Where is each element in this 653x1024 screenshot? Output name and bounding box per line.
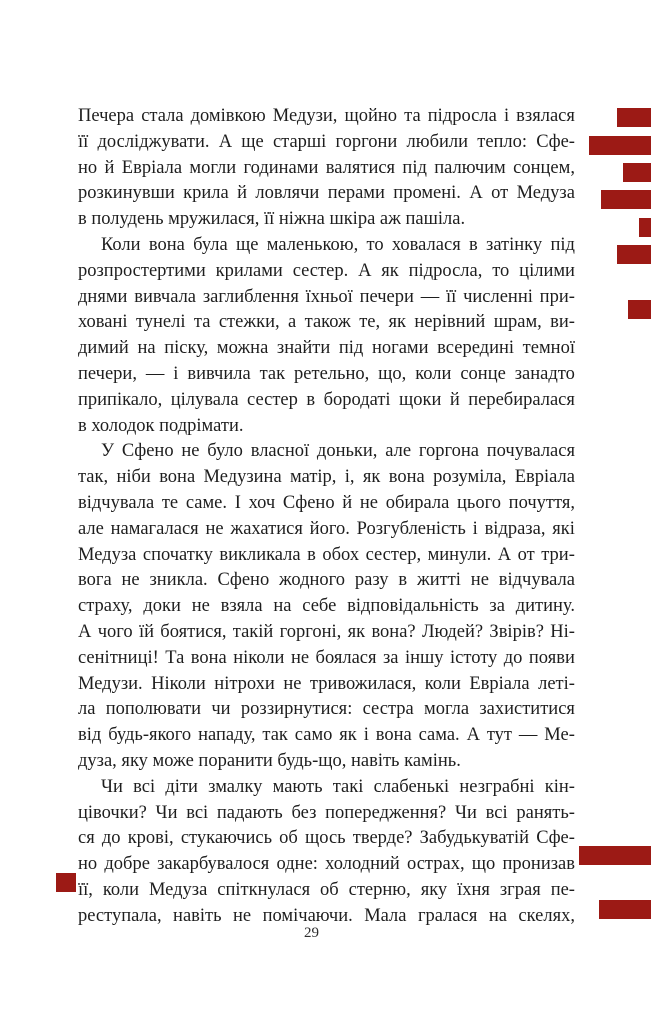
paragraph bbox=[78, 439, 575, 774]
red-margin-mark bbox=[599, 900, 651, 919]
red-margin-mark bbox=[579, 846, 651, 865]
red-margin-mark bbox=[601, 190, 651, 209]
text-line: страху, доки не взяла на себе відповідальність за дитину. bbox=[78, 596, 575, 617]
text-line: в холодок подрімати. bbox=[78, 415, 244, 436]
text-line: вога не зникла. Сфено жодного разу в житті не відчувала bbox=[78, 570, 575, 591]
text-line: А чого їй боятися, такій горгоні, як вона? Людей? Звірів? Ні- bbox=[78, 621, 575, 642]
paragraph bbox=[78, 233, 575, 439]
text-line: Медузи. Ніколи нітрохи не тривожилася, коли Евріала леті- bbox=[78, 673, 575, 694]
paragraph bbox=[78, 775, 575, 930]
text-line: ла пополювати чи роззирнутися: сестра могла захиститися bbox=[78, 699, 575, 720]
text-line: печери, — і вивчила так ретельно, що, коли сонце занадто bbox=[78, 363, 575, 384]
red-margin-mark bbox=[623, 163, 651, 182]
page-number: 29 bbox=[304, 925, 319, 941]
text-line: відчувала те саме. І хоч Сфено й не обирала цього почуття, bbox=[78, 492, 575, 513]
text-line: но добре закарбувалося одне: холодний острах, що пронизав bbox=[78, 854, 575, 875]
text-line: У Сфено не було власної доньки, але горгона почувалася bbox=[101, 441, 575, 462]
text-line: Чи всі діти змалку мають такі слабенькі незграбні кін- bbox=[101, 776, 575, 797]
red-margin-mark bbox=[56, 873, 76, 892]
text-line: Коли вона була ще маленькою, то ховалася в затінку під bbox=[101, 234, 575, 255]
text-line: ся до крові, стукаючись об щось тверде? Забудькуватій Сфе- bbox=[78, 828, 575, 849]
red-margin-mark bbox=[639, 218, 651, 237]
text-line: дуза, яку може поранити будь-що, навіть камінь. bbox=[78, 750, 461, 771]
text-line: так, ніби вона Медузина матір, і, як вона розуміла, Евріала bbox=[78, 467, 575, 488]
text-line: від будь-якого нападу, так само як і вона сама. А тут — Ме- bbox=[78, 725, 575, 746]
text-line: Медуза спочатку викликала в обох сестер, минули. А от три- bbox=[78, 544, 575, 565]
page-text bbox=[78, 104, 575, 930]
text-line: розпростертими крилами сестер. А як підросла, то цілими bbox=[78, 260, 575, 281]
text-line: реступала, навіть не помічаючи. Мала гралася на скелях, bbox=[78, 905, 575, 926]
text-line: розкинувши крила й ловлячи перами промені. А от Медуза bbox=[78, 183, 575, 204]
text-line: але намагалася не жахатися його. Розгубленість і відраза, які bbox=[78, 518, 575, 539]
text-line: ховані тунелі та стежки, а також те, як нерівний шрам, ви- bbox=[78, 312, 575, 333]
red-margin-mark bbox=[628, 300, 651, 319]
text-line: в полудень мружилася, її ніжна шкіра аж пашіла. bbox=[78, 209, 466, 230]
red-margin-mark bbox=[617, 108, 651, 127]
text-line: цівочки? Чи всі падають без попередження? Чи всі ранять- bbox=[78, 802, 575, 823]
text-line: її, коли Медуза спіткнулася об стерню, яку їхня зграя пе- bbox=[78, 879, 575, 900]
text-line: припікало, цілувала сестер в бородаті щоки й перебиралася bbox=[78, 389, 575, 410]
paragraph bbox=[78, 104, 575, 233]
text-line: днями вивчала заглиблення їхньої печери — її численні при- bbox=[78, 286, 575, 307]
red-margin-mark bbox=[617, 245, 651, 264]
text-line: димий на піску, можна знайти під ногами всередині темної bbox=[78, 338, 575, 359]
text-line: но й Евріала могли годинами валятися під палючим сонцем, bbox=[78, 157, 575, 178]
text-line: Печера стала домівкою Медузи, щойно та підросла і взялася bbox=[78, 106, 575, 126]
red-margin-mark bbox=[589, 136, 651, 155]
text-line: її досліджувати. А ще старші горгони любили тепло: Сфе- bbox=[78, 131, 575, 152]
text-line: сенітниці! Та вона ніколи не боялася за іншу істоту до появи bbox=[78, 647, 575, 668]
